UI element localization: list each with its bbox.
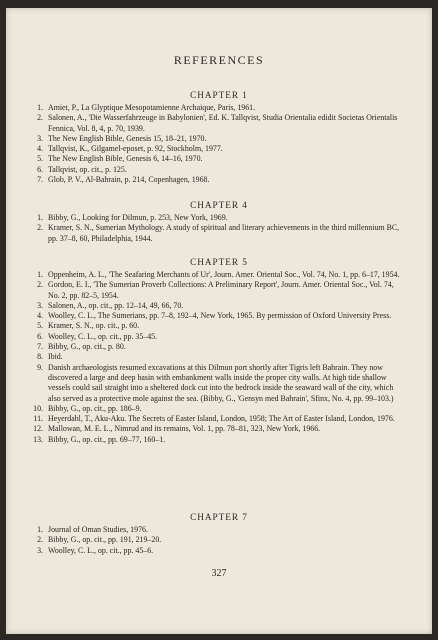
reference-item <box>30 134 402 144</box>
reference-text: Woolley, C. L., op. cit., pp. 45–6. <box>48 545 154 555</box>
reference-item <box>30 414 402 424</box>
reference-item <box>30 435 402 445</box>
reference-item <box>30 342 402 352</box>
chapter-heading: CHAPTER 1 <box>190 90 248 100</box>
reference-item <box>30 546 402 556</box>
reference-text: Bibby, G., op. cit., pp. 186–9. <box>48 403 142 413</box>
reference-item <box>30 113 402 134</box>
reference-number: 10. <box>33 403 43 413</box>
reference-list <box>30 103 402 185</box>
reference-text: Bibby, G., op. cit., p. 80. <box>48 342 126 352</box>
reference-number: 3. <box>37 545 43 555</box>
reference-text: Kramer, S. N., Sumerian Mythology. A study of spiritual and literary achievements in the third millennium BC, pp. 37–8, 60, Philadelphia, 1944. <box>48 223 400 243</box>
reference-number: 12. <box>33 424 43 434</box>
reference-text: Bibby, G., op. cit., pp. 191, 219–20. <box>48 535 162 545</box>
reference-item <box>30 404 402 414</box>
reference-item <box>30 332 402 342</box>
reference-text: Bibby, G., op. cit., pp. 69–77, 160–1. <box>48 434 166 444</box>
reference-number: 1. <box>37 270 43 279</box>
reference-number: 9. <box>37 362 43 372</box>
reference-number: 7. <box>37 175 43 185</box>
reference-text: Woolley, C. L., The Sumerians, pp. 7–8, 192–4, New York, 1965. By permission of Oxford University Press. <box>48 311 392 321</box>
reference-text: Tallqvist, op. cit., p. 125. <box>48 164 127 174</box>
reference-text: Kramer, S. N., op. cit., p. 60. <box>48 321 140 331</box>
reference-item <box>30 213 402 223</box>
reference-number: 2. <box>37 535 43 545</box>
reference-text: Heyerdahl, T., Aku-Aku. The Secrets of Easter Island, London, 1958; The Art of Easter Island, London, 1976. <box>48 414 395 424</box>
reference-number: 2. <box>37 280 43 290</box>
reference-text: Tallqvist, K., Gilgamel-eposet, p. 92, Stockholm, 1977. <box>48 144 223 154</box>
reference-number: 8. <box>37 352 43 362</box>
reference-text: The New English Bible, Genesis 15, 18–21, 1970. <box>48 133 207 143</box>
page-number: 327 <box>211 568 227 579</box>
reference-number: 11. <box>33 414 43 424</box>
chapter-heading: CHAPTER 7 <box>190 512 248 522</box>
reference-item <box>30 103 402 113</box>
reference-item <box>30 525 402 535</box>
reference-text: Amiet, P., La Glyptique Mesopotamienne Archaique, Paris, 1961. <box>48 103 256 112</box>
page-title: REFERENCES <box>173 53 265 67</box>
reference-text: Woolley, C. L., op. cit., pp. 35–45. <box>48 331 158 341</box>
reference-text: The New English Bible, Genesis 6, 14–16, 1970. <box>48 154 203 164</box>
reference-number: 6. <box>37 331 43 341</box>
reference-number: 1. <box>37 525 43 534</box>
reference-item <box>30 270 402 280</box>
reference-number: 5. <box>37 321 43 331</box>
reference-text: Oppenheim, A. L., 'The Seafaring Merchants of Ur', Journ. Amer. Oriental Soc., Vol. 74, No. 1, pp. 6–17, 1954. <box>48 270 400 279</box>
reference-item <box>30 321 402 331</box>
chapter-heading: CHAPTER 4 <box>190 200 248 210</box>
chapter-heading: CHAPTER 5 <box>190 257 248 267</box>
reference-number: 3. <box>37 300 43 310</box>
reference-text: Salonen, A., 'Die Wasserfahrzeuge in Babylonien', Ed. K. Tallqvist, Studia Orientalia edidit Societas Orientalis Fennica, Vol. 8, 4, p. 70, 1939. <box>48 113 398 133</box>
reference-item <box>30 301 402 311</box>
reference-item <box>30 352 402 362</box>
reference-item <box>30 223 402 244</box>
reference-list <box>30 213 402 244</box>
reference-number: 4. <box>37 311 43 321</box>
reference-item <box>30 144 402 154</box>
reference-text: Gordon, E. I., 'The Sumerian Proverb Collections: A Preliminary Report', Journ. Amer. Oriental Soc., Vol. 74, No. 2, pp. 82–5, 1954. <box>48 280 394 300</box>
reference-number: 5. <box>37 154 43 164</box>
reference-list <box>30 525 402 556</box>
reference-number: 13. <box>33 434 43 444</box>
reference-number: 6. <box>37 164 43 174</box>
reference-text: Danish archaeologists resumed excavations at this Dilmun port shortly after Tigris left Bahrain. They now discovered a large and deep basin with embankment walls inside the proper city walls. At high tide shallow vessels could sail straight into a sheltered dock cut into the bedrock inside the seaward wall of the city, which also served as a protective mole against the sea. (Bibby, G., 'Gensyn med Bahrain', Sfinx, No. 4, pp. 99–103.) <box>48 362 394 403</box>
reference-number: 1. <box>37 213 43 222</box>
reference-item <box>30 154 402 164</box>
reference-number: 7. <box>37 342 43 352</box>
reference-item <box>30 535 402 545</box>
reference-number: 2. <box>37 223 43 233</box>
reference-text: Glob, P. V., Al-Bahrain, p. 214, Copenhagen, 1968. <box>48 175 210 185</box>
book-page <box>6 8 432 634</box>
reference-text: Journal of Oman Studies, 1976. <box>48 525 148 534</box>
reference-number: 2. <box>37 113 43 123</box>
reference-item <box>30 363 402 404</box>
reference-text: Mallowan, M. E. L., Nimrud and its remains, Vol. 1, pp. 78–81, 323, New York, 1966. <box>48 424 321 434</box>
reference-item <box>30 175 402 185</box>
reference-list <box>30 270 402 445</box>
reference-number: 4. <box>37 144 43 154</box>
reference-item <box>30 165 402 175</box>
reference-number: 3. <box>37 133 43 143</box>
reference-text: Bibby, G., Looking for Dilmun, p. 253, New York, 1969. <box>48 213 228 222</box>
reference-text: Salonen, A., op. cit., pp. 12–14, 49, 66, 70. <box>48 300 184 310</box>
reference-text: Ibid. <box>48 352 63 362</box>
reference-number: 1. <box>37 103 43 112</box>
reference-item <box>30 424 402 434</box>
reference-item <box>30 311 402 321</box>
reference-item <box>30 280 402 301</box>
